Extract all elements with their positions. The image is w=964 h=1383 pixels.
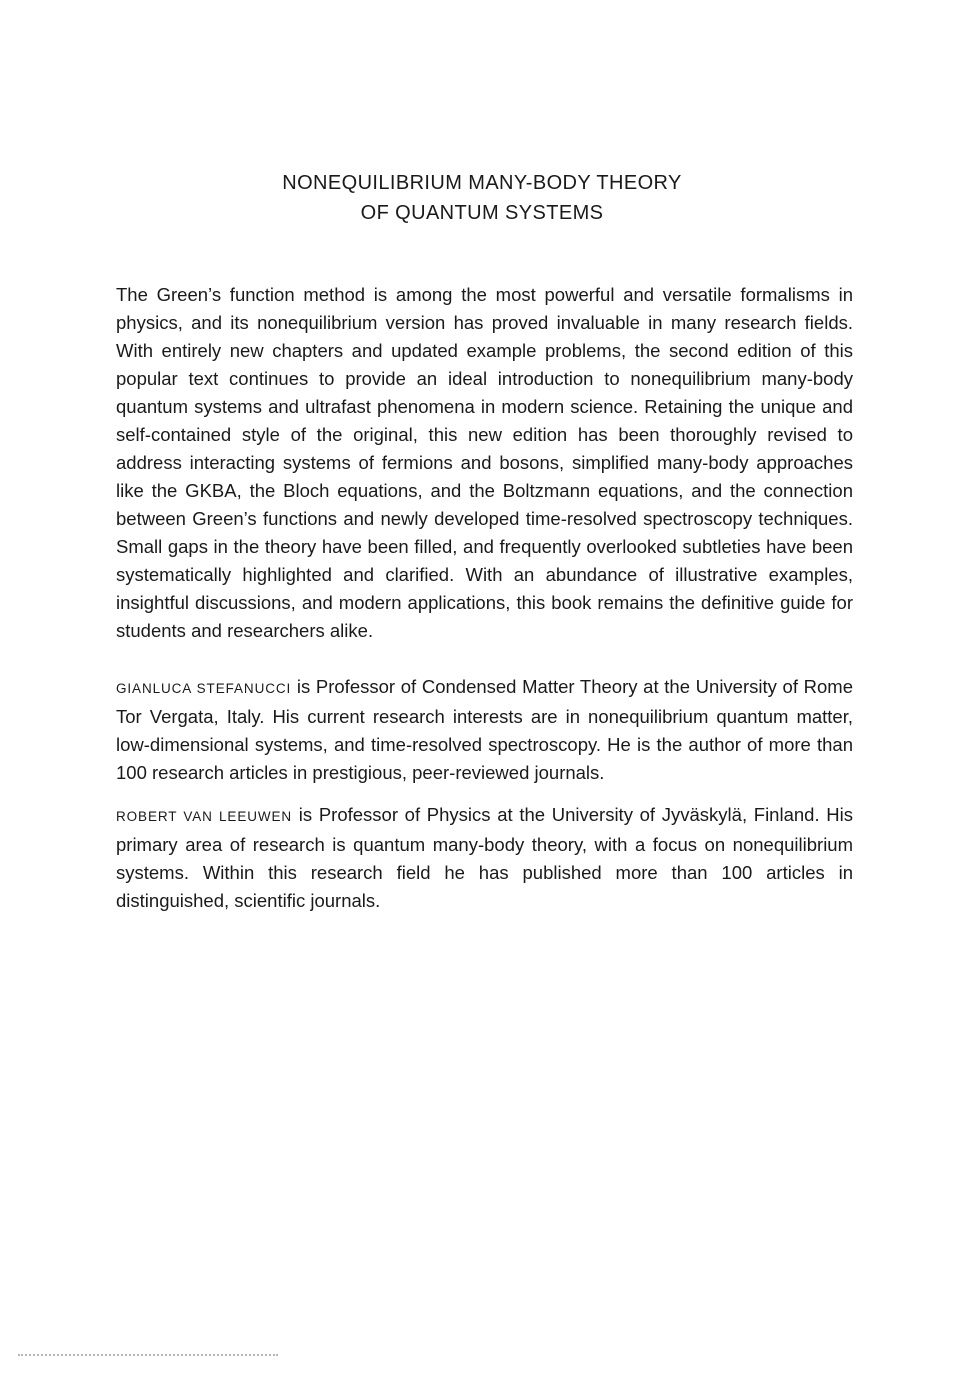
author-bio-2 [116, 801, 853, 915]
footer-rule [18, 1354, 278, 1356]
author-bio-1 [116, 673, 853, 787]
author-bio-text-1: is Professor of Condensed Matter Theory at the University of Rome Tor Vergata, Italy. His current research interests are in nonequilibrium quantum matter, low-dimensional systems, and time-resolved spectroscopy. He is the author of more than 100 research articles in prestigious, peer-reviewed journals. [116, 676, 854, 783]
page-content [116, 281, 853, 929]
book-title-line-1: NONEQUILIBRIUM MANY-BODY THEORY [282, 172, 682, 194]
book-description: The Green’s function method is among the most powerful and versatile formalisms in physics, and its nonequilibrium version has proved invaluable in many research fields. With entirely new chapters and updated example problems, the second edition of this popular text continues to provide an ideal introduction to nonequilibrium many-body quantum systems and ultrafast phenomena in modern science. Retaining the unique and self-contained style of the original, this new edition has been thoroughly revised to address interacting systems of fermions and bosons, simplified many-body approaches like the GKBA, the Bloch equations, and the Boltzmann equations, and the connection between Green’s functions and newly developed time-resolved spectroscopy techniques. Small gaps in the theory have been filled, and frequently overlooked subtleties have been systematically highlighted and clarified. With an abundance of illustrative examples, insightful discussions, and modern applications, this book remains the definitive guide for students and researchers alike. [116, 284, 853, 641]
author-bio-text-2: is Professor of Physics at the University of Jyväskylä, Finland. His primary area of research is quantum many-body theory, with a focus on nonequilibrium systems. Within this research field he has published more than 100 articles in distinguished, scientific journals. [116, 804, 853, 911]
book-title-line-2: OF QUANTUM SYSTEMS [360, 202, 604, 224]
author-name-2: ROBERT VAN LEEUWEN [116, 809, 293, 824]
author-name-1: GIANLUCA STEFANUCCI [116, 681, 292, 696]
book-title [0, 168, 964, 228]
